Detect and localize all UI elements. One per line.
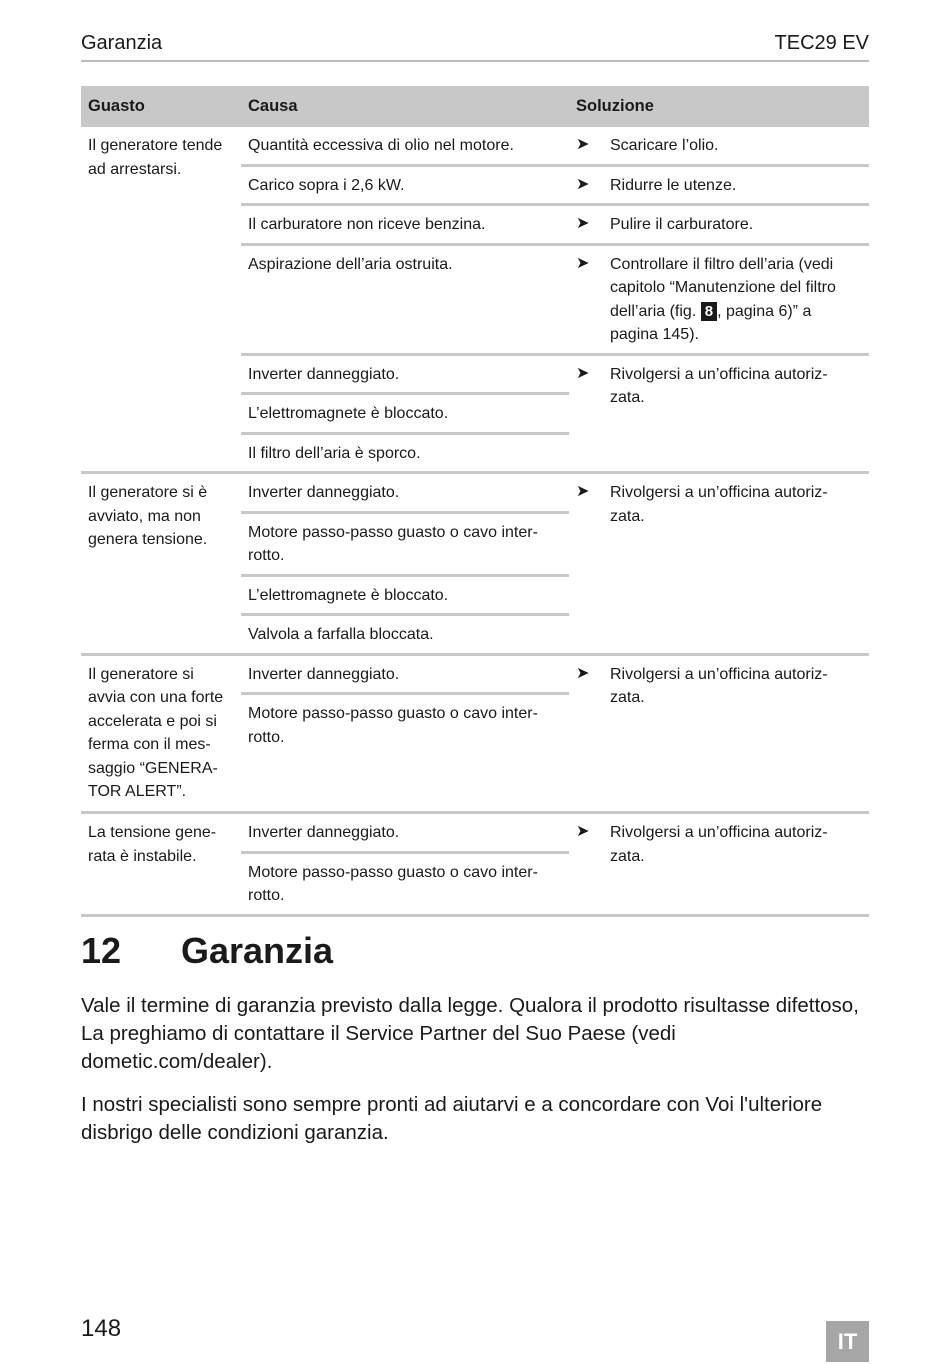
cause-cell: Aspirazione dell’aria ostruita. [241,244,569,354]
cause-cell: L’elettromagnete è bloccato. [241,394,569,434]
header-fault: Guasto [81,86,241,127]
arrow-right-icon: ➤ [576,364,590,382]
cause-cell: Motore passo-passo guasto o cavo inter-rotto. [241,852,569,915]
cause-cell: Motore passo-passo guasto o cavo inter-rotto. [241,694,569,813]
arrow-right-icon: ➤ [576,254,590,272]
solution-cell: ➤ Ridurre le utenze. [569,165,869,205]
cause-cell: Inverter danneggiato. [241,473,569,513]
header-model: TEC29 EV [774,32,869,54]
troubleshooting-table [81,86,869,917]
table-header-row [81,86,869,127]
solution-cell: ➤ Controllare il filtro dell’aria (vedi capitolo “Manutenzione del filtro dell’aria (fig. 8 , pagina 6)” a pagina 145). [569,244,869,354]
cause-cell: Motore passo-passo guasto o cavo inter-rotto. [241,512,569,575]
warranty-paragraph: Vale il termine di garanzia previsto dalla legge. Qualora il prodotto risultasse difettoso, La preghiamo di contattare il Service Partner del Suo Paese (vedi dometic.com/dealer). [81,994,859,1073]
solution-cell: ➤ Pulire il carburatore. [569,205,869,245]
table-row [81,473,869,513]
arrow-right-icon: ➤ [576,136,590,153]
cause-cell: L’elettromagnete è bloccato. [241,575,569,615]
solution-cell: ➤ Rivolgersi a un’officina autoriz-zata. [569,473,869,655]
page-number: 148 [81,1315,122,1342]
cause-cell: Carico sopra i 2,6 kW. [241,165,569,205]
cause-cell: Valvola a farfalla bloccata. [241,615,569,655]
solution-cell: ➤ Rivolgersi a un’officina autoriz-zata. [569,354,869,473]
arrow-right-icon: ➤ [576,664,590,682]
cause-cell: Il filtro dell’aria è sporco. [241,433,569,473]
fault-cell: La tensione gene-rata è instabile. [81,813,241,916]
cause-cell: Il carburatore non riceve benzina. [241,205,569,245]
solution-cell: ➤ Rivolgersi a un’officina autoriz-zata. [569,813,869,916]
arrow-right-icon: ➤ [576,823,590,840]
cause-cell: Inverter danneggiato. [241,654,569,694]
section-title: Garanzia [181,930,334,971]
section-number: 12 [81,930,122,971]
fault-cell: Il generatore si avvia con una forte accelerata e poi si ferma con il mes-saggio “GENERA-TOR ALERT”. [81,654,241,813]
cause-cell: Quantità eccessiva di olio nel motore. [241,127,569,165]
fault-cell: Il generatore si è avviato, ma non genera tensione. [81,473,241,655]
header-section-title: Garanzia [81,32,163,54]
solution-cell: ➤ Rivolgersi a un’officina autoriz-zata. [569,654,869,813]
arrow-right-icon: ➤ [576,175,590,193]
solution-cell: ➤ Scaricare l’olio. [569,127,869,165]
arrow-right-icon: ➤ [576,215,590,232]
cause-cell: Inverter danneggiato. [241,813,569,853]
table-row [81,127,869,165]
header-cause: Causa [241,86,569,127]
section-heading [81,930,333,972]
arrow-right-icon: ➤ [576,483,590,500]
fault-cell: Il generatore tende ad arrestarsi. [81,127,241,473]
warranty-paragraph: I nostri specialisti sono sempre pronti ad aiutarvi e a concordare con Voi l'ulteriore disbrigo delle condizioni garanzia. [81,1093,823,1144]
table-row [81,813,869,853]
cause-cell: Inverter danneggiato. [241,354,569,394]
header-solution: Soluzione [569,86,869,127]
table-row [81,654,869,694]
page-header [81,30,869,62]
language-badge: IT [826,1321,869,1362]
figure-reference-badge: 8 [701,302,717,321]
